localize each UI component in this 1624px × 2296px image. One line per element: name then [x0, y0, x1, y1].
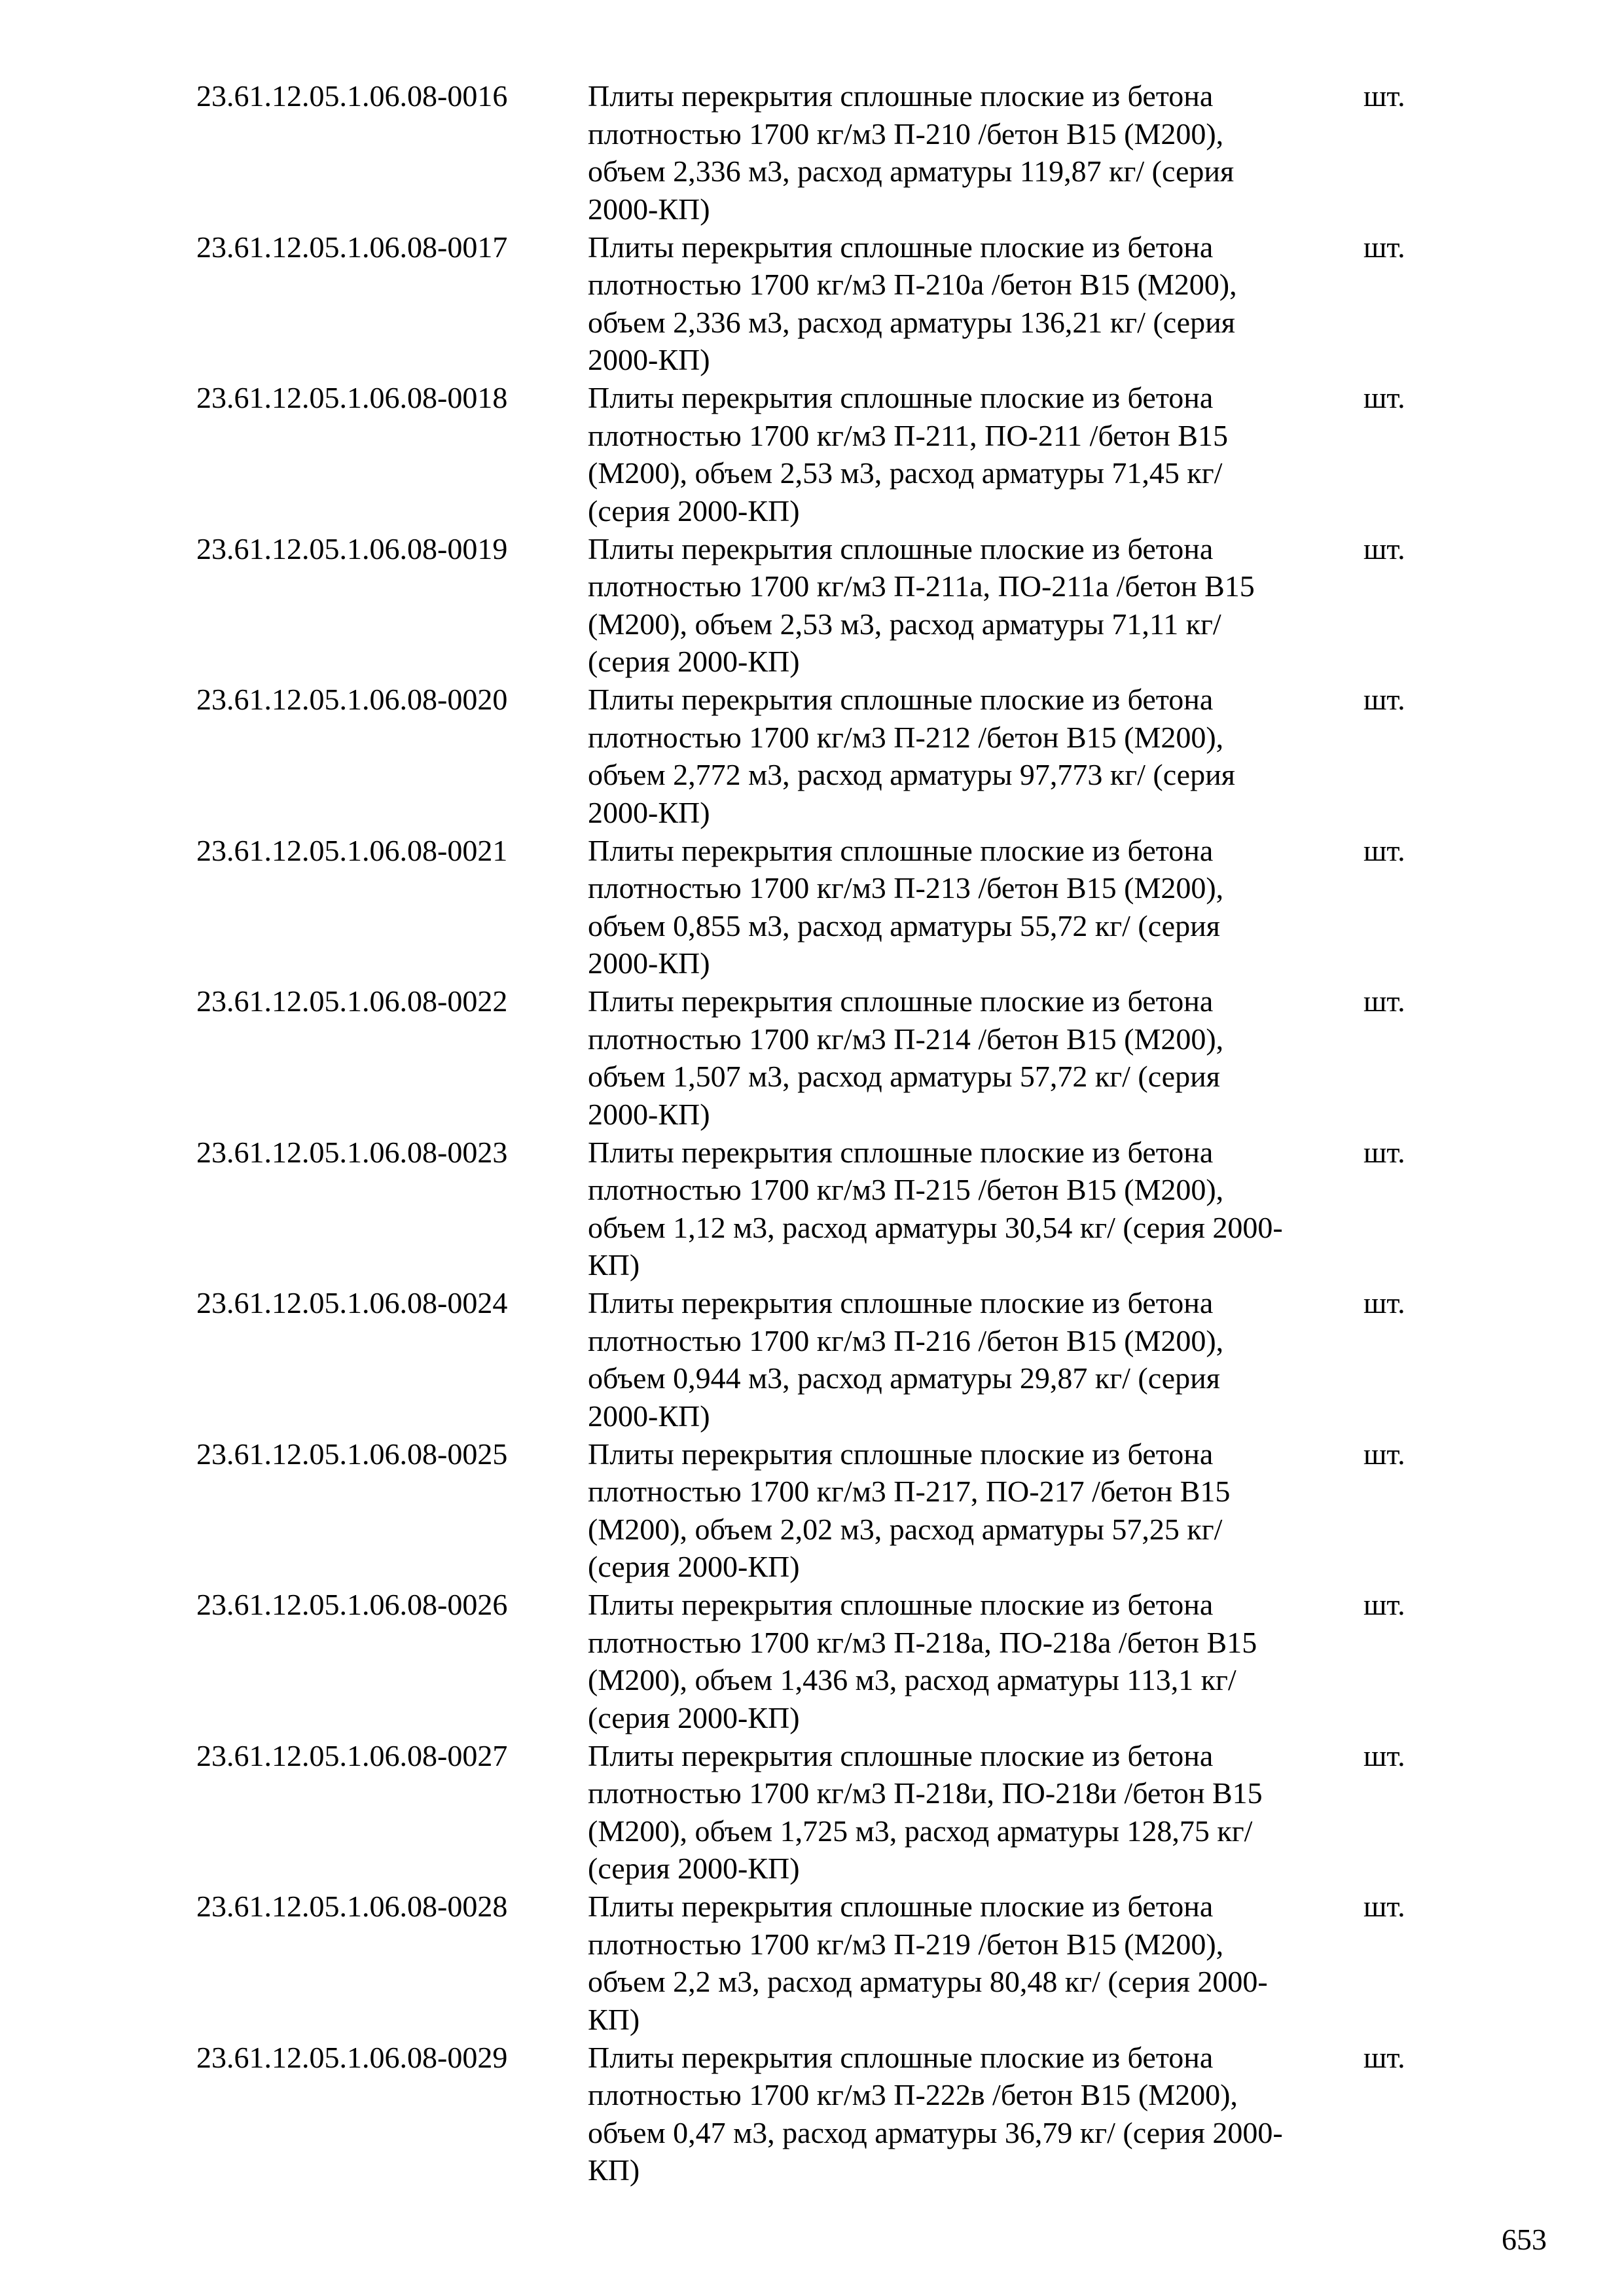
- table-row: [196, 77, 1440, 228]
- resource-code: 23.61.12.05.1.06.08-0018: [196, 381, 508, 414]
- description-line: 2000-КП): [588, 192, 710, 226]
- unit-of-measure: шт.: [1363, 79, 1405, 113]
- description-line: 2000-КП): [588, 946, 710, 980]
- resource-code: 23.61.12.05.1.06.08-0021: [196, 833, 508, 867]
- description-line: объем 0,944 м3, расход арматуры 29,87 кг/ (серия: [588, 1361, 1220, 1395]
- table-row: [196, 1284, 1440, 1435]
- resource-description: [588, 1737, 1557, 1888]
- description-line: объем 1,12 м3, расход арматуры 30,54 кг/ (серия 2000-: [588, 1210, 1283, 1244]
- description-line: плотностью 1700 кг/м3 П-212 /бетон В15 (М200),: [588, 720, 1224, 754]
- description-line: (серия 2000-КП): [588, 1700, 800, 1734]
- table-row: [196, 1737, 1440, 1888]
- resource-description: [588, 228, 1557, 379]
- resource-code: 23.61.12.05.1.06.08-0029: [196, 2040, 508, 2074]
- description-line: объем 0,47 м3, расход арматуры 36,79 кг/ (серия 2000-: [588, 2115, 1283, 2149]
- resource-code: 23.61.12.05.1.06.08-0019: [196, 531, 508, 565]
- unit-of-measure: шт.: [1363, 1437, 1405, 1471]
- description-line: плотностью 1700 кг/м3 П-222в /бетон В15 (М200),: [588, 2078, 1238, 2111]
- description-line: плотностью 1700 кг/м3 П-211, ПО-211 /бетон В15: [588, 418, 1228, 452]
- unit-of-measure: шт.: [1363, 230, 1405, 264]
- resource-code: 23.61.12.05.1.06.08-0017: [196, 230, 508, 264]
- unit-of-measure: шт.: [1363, 2040, 1405, 2074]
- table-row: [196, 832, 1440, 983]
- description-line: (серия 2000-КП): [588, 645, 800, 678]
- table-row: [196, 1586, 1440, 1737]
- description-line: объем 2,772 м3, расход арматуры 97,773 кг/ (серия: [588, 758, 1235, 791]
- description-line: Плиты перекрытия сплошные плоские из бетона: [588, 381, 1214, 414]
- description-line: 2000-КП): [588, 1399, 710, 1433]
- description-line: 2000-КП): [588, 795, 710, 829]
- table-row: [196, 530, 1440, 681]
- unit-of-measure: шт.: [1363, 833, 1405, 867]
- description-line: Плиты перекрытия сплошные плоские из бетона: [588, 833, 1214, 867]
- table-row: [196, 379, 1440, 530]
- description-line: (М200), объем 1,436 м3, расход арматуры 113,1 кг/: [588, 1663, 1236, 1696]
- description-line: Плиты перекрытия сплошные плоские из бетона: [588, 1890, 1214, 1923]
- resource-description: [588, 1586, 1557, 1736]
- description-line: (М200), объем 2,02 м3, расход арматуры 57,25 кг/: [588, 1512, 1223, 1546]
- description-line: Плиты перекрытия сплошные плоские из бетона: [588, 1588, 1214, 1621]
- description-line: 2000-КП): [588, 1097, 710, 1131]
- resource-description: [588, 1435, 1557, 1586]
- description-line: плотностью 1700 кг/м3 П-210а /бетон В15 (М200),: [588, 268, 1237, 301]
- resource-description: [588, 1284, 1557, 1435]
- unit-of-measure: шт.: [1363, 1588, 1405, 1621]
- resource-description: [588, 1888, 1557, 2038]
- resource-description: [588, 530, 1557, 681]
- description-line: плотностью 1700 кг/м3 П-219 /бетон В15 (М200),: [588, 1927, 1224, 1961]
- description-line: (М200), объем 2,53 м3, расход арматуры 71,11 кг/: [588, 607, 1221, 641]
- unit-of-measure: шт.: [1363, 984, 1405, 1018]
- description-line: КП): [588, 1248, 640, 1282]
- table-row: [196, 982, 1440, 1134]
- unit-of-measure: шт.: [1363, 531, 1405, 565]
- resource-description: [588, 379, 1557, 529]
- table-row: [196, 2039, 1440, 2190]
- resource-description: [588, 982, 1557, 1133]
- description-line: Плиты перекрытия сплошные плоские из бетона: [588, 1286, 1214, 1319]
- description-line: плотностью 1700 кг/м3 П-213 /бетон В15 (М200),: [588, 871, 1224, 905]
- description-line: Плиты перекрытия сплошные плоские из бетона: [588, 2040, 1214, 2074]
- resource-code: 23.61.12.05.1.06.08-0023: [196, 1135, 508, 1169]
- description-line: (серия 2000-КП): [588, 1852, 800, 1885]
- table-row: [196, 1888, 1440, 2039]
- description-line: Плиты перекрытия сплошные плоские из бетона: [588, 1135, 1214, 1169]
- page-number: 653: [1502, 2223, 1547, 2256]
- resource-code: 23.61.12.05.1.06.08-0016: [196, 79, 508, 113]
- catalog-table: [196, 77, 1440, 2189]
- resource-description: [588, 77, 1557, 228]
- unit-of-measure: шт.: [1363, 381, 1405, 414]
- description-line: объем 2,2 м3, расход арматуры 80,48 кг/ (серия 2000-: [588, 1965, 1268, 1998]
- resource-code: 23.61.12.05.1.06.08-0024: [196, 1286, 508, 1319]
- resource-code: 23.61.12.05.1.06.08-0028: [196, 1890, 508, 1923]
- table-row: [196, 681, 1440, 832]
- description-line: плотностью 1700 кг/м3 П-210 /бетон В15 (М200),: [588, 117, 1224, 151]
- description-line: КП): [588, 2153, 640, 2187]
- description-line: Плиты перекрытия сплошные плоские из бетона: [588, 1437, 1214, 1471]
- unit-of-measure: шт.: [1363, 1135, 1405, 1169]
- description-line: Плиты перекрытия сплошные плоские из бетона: [588, 1738, 1214, 1772]
- description-line: Плиты перекрытия сплошные плоские из бетона: [588, 79, 1214, 113]
- description-line: объем 2,336 м3, расход арматуры 136,21 кг/ (серия: [588, 305, 1235, 339]
- table-row: [196, 228, 1440, 380]
- description-line: объем 1,507 м3, расход арматуры 57,72 кг/ (серия: [588, 1060, 1220, 1093]
- description-line: объем 2,336 м3, расход арматуры 119,87 кг/ (серия: [588, 154, 1235, 188]
- description-line: (серия 2000-КП): [588, 493, 800, 528]
- table-row: [196, 1134, 1440, 1285]
- description-line: плотностью 1700 кг/м3 П-215 /бетон В15 (М200),: [588, 1173, 1224, 1206]
- resource-code: 23.61.12.05.1.06.08-0025: [196, 1437, 508, 1471]
- description-line: (серия 2000-КП): [588, 1550, 800, 1583]
- description-line: Плиты перекрытия сплошные плоские из бетона: [588, 683, 1214, 716]
- resource-description: [588, 681, 1557, 831]
- description-line: Плиты перекрытия сплошные плоские из бетона: [588, 531, 1214, 565]
- description-line: (М200), объем 2,53 м3, расход арматуры 71,45 кг/: [588, 456, 1223, 490]
- resource-description: [588, 832, 1557, 982]
- table-row: [196, 1435, 1440, 1587]
- description-line: плотностью 1700 кг/м3 П-218и, ПО-218и /бетон В15: [588, 1776, 1263, 1810]
- description-line: Плиты перекрытия сплошные плоские из бетона: [588, 230, 1214, 264]
- unit-of-measure: шт.: [1363, 683, 1405, 716]
- description-line: плотностью 1700 кг/м3 П-218а, ПО-218а /бетон В15: [588, 1625, 1257, 1659]
- unit-of-measure: шт.: [1363, 1738, 1405, 1772]
- resource-code: 23.61.12.05.1.06.08-0022: [196, 984, 508, 1018]
- description-line: плотностью 1700 кг/м3 П-211а, ПО-211а /бетон В15: [588, 569, 1255, 603]
- resource-code: 23.61.12.05.1.06.08-0027: [196, 1738, 508, 1772]
- description-line: (М200), объем 1,725 м3, расход арматуры 128,75 кг/: [588, 1814, 1253, 1848]
- resource-code: 23.61.12.05.1.06.08-0020: [196, 683, 508, 716]
- resource-description: [588, 2039, 1557, 2189]
- description-line: Плиты перекрытия сплошные плоские из бетона: [588, 984, 1214, 1018]
- description-line: плотностью 1700 кг/м3 П-216 /бетон В15 (М200),: [588, 1323, 1224, 1357]
- description-line: КП): [588, 2002, 640, 2036]
- resource-code: 23.61.12.05.1.06.08-0026: [196, 1588, 508, 1621]
- unit-of-measure: шт.: [1363, 1286, 1405, 1319]
- description-line: плотностью 1700 кг/м3 П-214 /бетон В15 (М200),: [588, 1022, 1224, 1056]
- description-line: объем 0,855 м3, расход арматуры 55,72 кг/ (серия: [588, 908, 1220, 942]
- unit-of-measure: шт.: [1363, 1890, 1405, 1923]
- resource-description: [588, 1134, 1557, 1284]
- description-line: 2000-КП): [588, 343, 710, 376]
- description-line: плотностью 1700 кг/м3 П-217, ПО-217 /бетон В15: [588, 1475, 1231, 1508]
